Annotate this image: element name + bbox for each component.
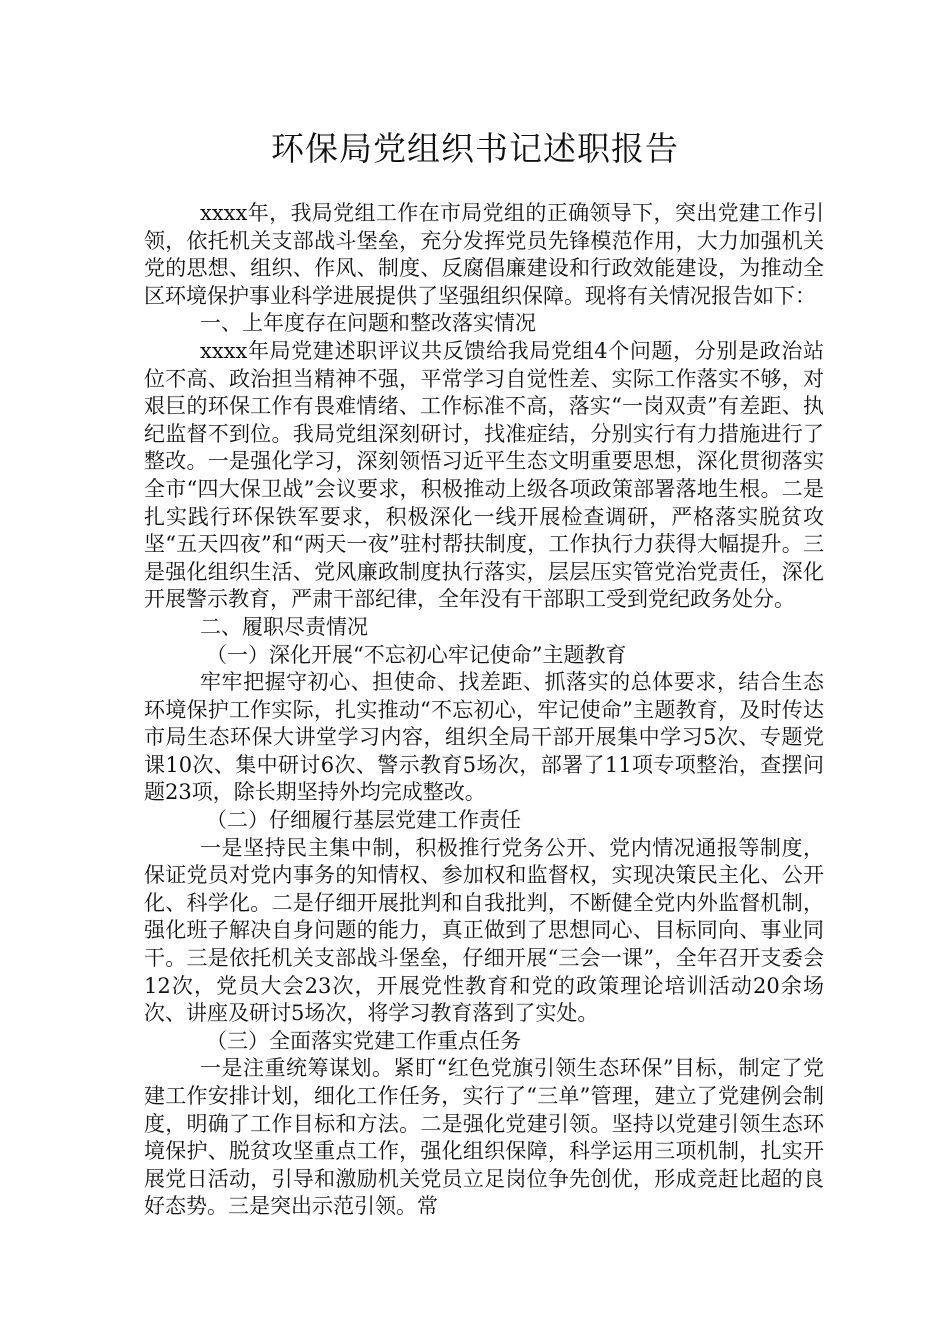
subsection-3-paragraph: 一是注重统筹谋划。紧盯“红色党旗引领生态环保”目标，制定了党建工作安排计划，细化工作任务，实行了“三单”管理，建立了党建例会制度，明确了工作目标和方法。二是强化党建引领。坚持以党建引领生态环境保护、脱贫攻坚重点工作，强化组织保障，科学运用三项机制，扎实开展党日活动，引导和激励机关党员立足岗位争先创优，形成竞赶比超的良好态势。三是突出示范引领。常 bbox=[144, 1056, 824, 1219]
section-heading-1: 一、上年度存在问题和整改落实情况 bbox=[200, 311, 536, 336]
section-1-paragraph: xxxx年局党建述职评议共反馈给我局党组4个问题，分别是政治站位不高、政治担当精神不强，平常学习自觉性差、实际工作落实不够，对艰巨的环保工作有畏难情绪、工作标准不高，落实“一岗双责”有差距、执纪监督不到位。我局党组深刻研讨，找准症结，分别实行有力措施进行了整改。一是强化学习，深刻领悟习近平生态文明重要思想，深化贯彻落实全市“四大保卫战”会议要求，积极推动上级各项政策部署落地生根。二是扎实践行环保铁军要求，积极深化一线开展检查调研，严格落实脱贫攻坚“五天四夜”和“两天一夜”驻村帮扶制度，工作执行力获得大幅提升。三是强化组织生活、党风廉政制度执行落实，层层压实管党治党责任，深化开展警示教育，严肃干部纪律，全年没有干部职工受到党纪政务处分。 bbox=[144, 338, 824, 612]
intro-paragraph: xxxx年，我局党组工作在市局党组的正确领导下，突出党建工作引领，依托机关支部战斗堡垒，充分发挥党员先锋模范作用，大力加强机关党的思想、组织、作风、制度、反腐倡廉建设和行政效能建设，为推动全区环境保护事业科学进展提供了坚强组织保障。现将有关情况报告如下： bbox=[144, 201, 824, 308]
subsection-heading-1: （一）深化开展“不忘初心牢记使命”主题教育 bbox=[206, 642, 627, 667]
document-title: 环保局党组织书记述职报告 bbox=[271, 129, 679, 168]
subsection-2-paragraph: 一是坚持民主集中制，积极推行党务公开、党内情况通报等制度，保证党员对党内事务的知情权、参加权和监督权，实现决策民主化、公开化、科学化。二是仔细开展批判和自我批判，不断健全党内外监督机制，强化班子解决自身问题的能力，真正做到了思想同心、目标同向、事业同干。三是依托机关支部战斗堡垒，仔细开展“三会一课”，全年召开支委会12次，党员大会23次，开展党性教育和党的政策理论培训活动20余场次、讲座及研讨5场次，将学习教育落到了实处。 bbox=[144, 835, 824, 1026]
section-heading-2: 二、履职尽责情况 bbox=[200, 614, 368, 639]
subsection-heading-2: （二）仔细履行基层党建工作责任 bbox=[206, 808, 521, 833]
subsection-heading-3: （三）全面落实党建工作重点任务 bbox=[206, 1028, 521, 1053]
subsection-1-paragraph: 牢牢把握守初心、担使命、找差距、抓落实的总体要求，结合生态环境保护工作实际，扎实推动“不忘初心，牢记使命”主题教育，及时传达市局生态环保大讲堂学习内容，组织全局干部开展集中学习5次、专题党课10次、集中研讨6次、警示教育5场次，部署了11项专项整治，查摆问题23项，除长期坚持外均完成整改。 bbox=[144, 670, 824, 805]
document-body bbox=[144, 200, 824, 1221]
